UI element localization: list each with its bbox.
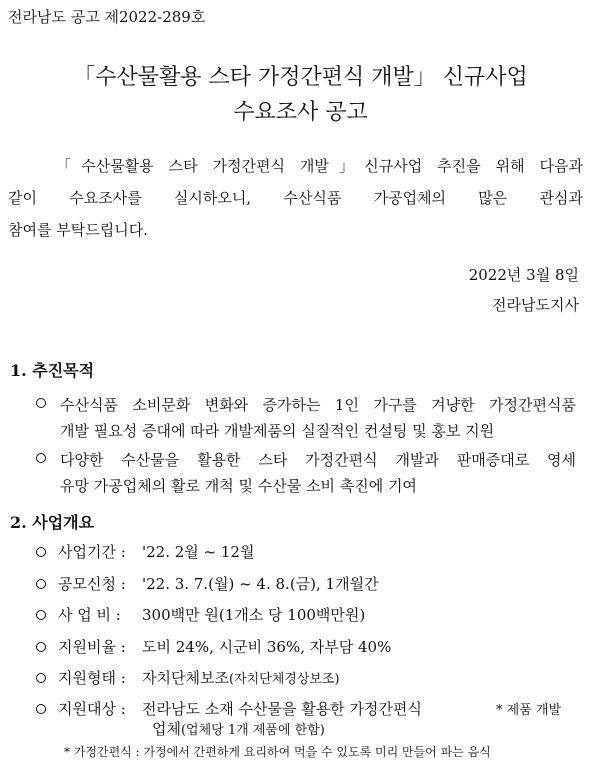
circle-bullet-icon [36,453,46,463]
row-label: 공모신청 : [58,575,126,593]
issuer: 전라남도지사 [492,296,579,314]
row-value: '22. 3. 7.(월) ~ 4. 8.(금), 1개월간 [142,575,379,593]
intro-paragraph [8,150,583,246]
bullet-text: 다양한 수산물을 활용한 스타 가정간편식 개발과 판매증대로 영세 [60,451,576,469]
circle-bullet-icon [36,673,46,683]
row-value: 전라남도 소재 수산물을 활용한 가정간편식 [142,700,422,718]
issue-date: 2022년 3월 8일 [468,266,579,284]
row-value [142,667,340,688]
target-note: * 제품 개발 [496,703,561,718]
circle-bullet-icon [36,547,46,557]
row-label: 사 업 비 : [58,606,121,624]
section-heading-purpose: 1. 추진목적 [10,361,95,380]
document-title: 「수산물활용 스타 가정간편식 개발」 신규사업 [73,65,528,90]
support-type-detail: (자치단체경상보조) [228,672,340,687]
circle-bullet-icon [36,610,46,620]
support-type: 자치단체보조 [142,669,229,687]
row-label: 지원비율 : [58,638,126,656]
section-heading-overview: 2. 사업개요 [10,513,95,532]
row-label: 지원대상 : [58,700,126,718]
row-value: 도비 24%, 시군비 36%, 자부담 40% [142,638,392,656]
target-limit: (업체당 1개 제품에 한함) [180,723,325,738]
notice-number: 전라남도 공고 제2022-289호 [8,8,206,26]
circle-bullet-icon [36,642,46,652]
intro-line: 참여를 부탁드립니다. [8,221,148,239]
circle-bullet-icon [36,704,46,714]
footnote: * 가정간편식 : 가정에서 간편하게 요리하여 먹을 수 있도록 미리 만들어 파는 음식 [64,745,491,759]
target-continuation [152,718,325,739]
row-value: '22. 2월 ~ 12월 [142,543,255,561]
circle-bullet-icon [36,579,46,589]
row-label: 지원형태 : [58,669,126,687]
bullet-text: 수산식품 소비문화 변화와 증가하는 1인 가구를 겨냥한 가정간편식품 [60,396,576,414]
intro-line: 같이 수요조사를 실시하오니, 수산식품 가공업체의 많은 관심과 [8,189,583,207]
row-label: 사업기간 : [58,543,126,561]
intro-line: 「수산물활용 스타 가정간편식 개발」신규사업 추진을 위해 다음과 [56,157,583,175]
circle-bullet-icon [36,398,46,408]
bullet-text: 유망 가공업체의 활로 개척 및 수산물 소비 촉진에 기여 [60,477,417,495]
bullet-text: 개발 필요성 증대에 따라 개발제품의 실질적인 컨설팅 및 홍보 지원 [60,422,495,440]
row-value: 300백만 원(1개소 당 100백만원) [142,606,366,624]
document-subtitle: 수요조사 공고 [233,100,368,125]
target-business: 업체 [152,720,181,738]
